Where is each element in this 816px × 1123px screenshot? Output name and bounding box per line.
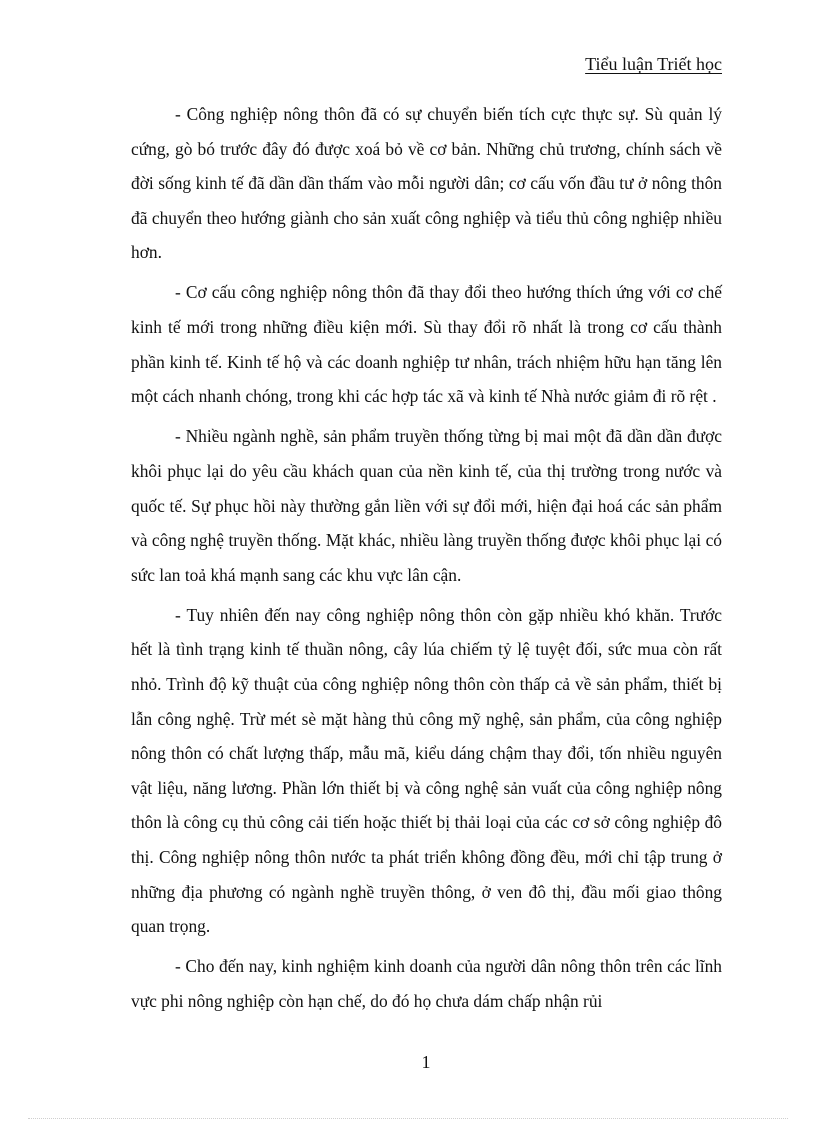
document-body	[131, 97, 722, 1024]
paragraph-difficulties: - Tuy nhiên đến nay công nghiệp nông thôn còn gặp nhiều khó khăn. Trước hết là tình trạng kinh tế thuần nông, cây lúa chiếm tỷ lệ tuyệt đối, sức mua còn rất nhỏ. Trình độ kỹ thuật của công nghiệp nông thôn còn thấp cả về sản phẩm, thiết bị lẫn công nghệ. Trừ mét sè mặt hàng thủ công mỹ nghệ, sản phẩm, của công nghiệp nông thôn có chất lượng thấp, mẫu mã, kiểu dáng chậm thay đổi, tốn nhiều nguyên vật liệu, năng lương. Phần lớn thiết bị và công nghệ sản vuất của công nghiệp nông thôn là công cụ thủ công cải tiến hoặc thiết bị thải loại của các cơ sở công nghiệp đô thị. Công nghiệp nông thôn nước ta phát triển không đồng đều, mới chỉ tập trung ở những địa phương có ngành nghề truyền thông, ở ven đô thị, đầu mối giao thông quan trọng.	[131, 604, 722, 937]
paragraph-industry-change: - Công nghiệp nông thôn đã có sự chuyển biến tích cực thực sự. Sù quản lý cứng, gò bó trước đây đó được xoá bỏ về cơ bản. Những chủ trương, chính sách về đời sống kinh tế đã dần dần thấm vào mỗi người dân; cơ cấu vốn đầu tư ở nông thôn đã chuyển theo hướng giành cho sản xuất công nghiệp và tiểu thủ công nghiệp nhiều hơn.	[131, 104, 722, 263]
page-bottom-edge	[28, 1118, 788, 1119]
paragraph-traditional-crafts: - Nhiều ngành nghề, sản phẩm truyền thống từng bị mai một đã dần dần được khôi phục lại do yêu cầu khách quan của nền kinh tế, của thị trường trong nước và quốc tế. Sự phục hồi này thường gắn liền với sự đổi mới, hiện đại hoá các sản phẩm và công nghệ truyền thống. Mặt khác, nhiều làng truyền thống được khôi phục lại có sức lan toả khá mạnh sang các khu vực lân cận.	[131, 426, 722, 585]
paragraph-industry-structure: - Cơ cấu công nghiệp nông thôn đã thay đổi theo hướng thích ứng với cơ chế kinh tế mới trong những điều kiện mới. Sù thay đổi rõ nhất là trong cơ cấu thành phần kinh tế. Kinh tế hộ và các doanh nghiệp tư nhân, trách nhiệm hữu hạn tăng lên một cách nhanh chóng, trong khi các hợp tác xã và kinh tế Nhà nước giảm đi rõ rệt .	[131, 282, 722, 407]
document-header-title: Tiểu luận Triết học	[585, 54, 722, 74]
paragraph-business-experience: - Cho đến nay, kinh nghiệm kinh doanh của người dân nông thôn trên các lĩnh vực phi nông nghiệp còn hạn chế, do đó họ chưa dám chấp nhận rủi	[131, 956, 722, 1011]
page-number: 1	[421, 1052, 431, 1072]
